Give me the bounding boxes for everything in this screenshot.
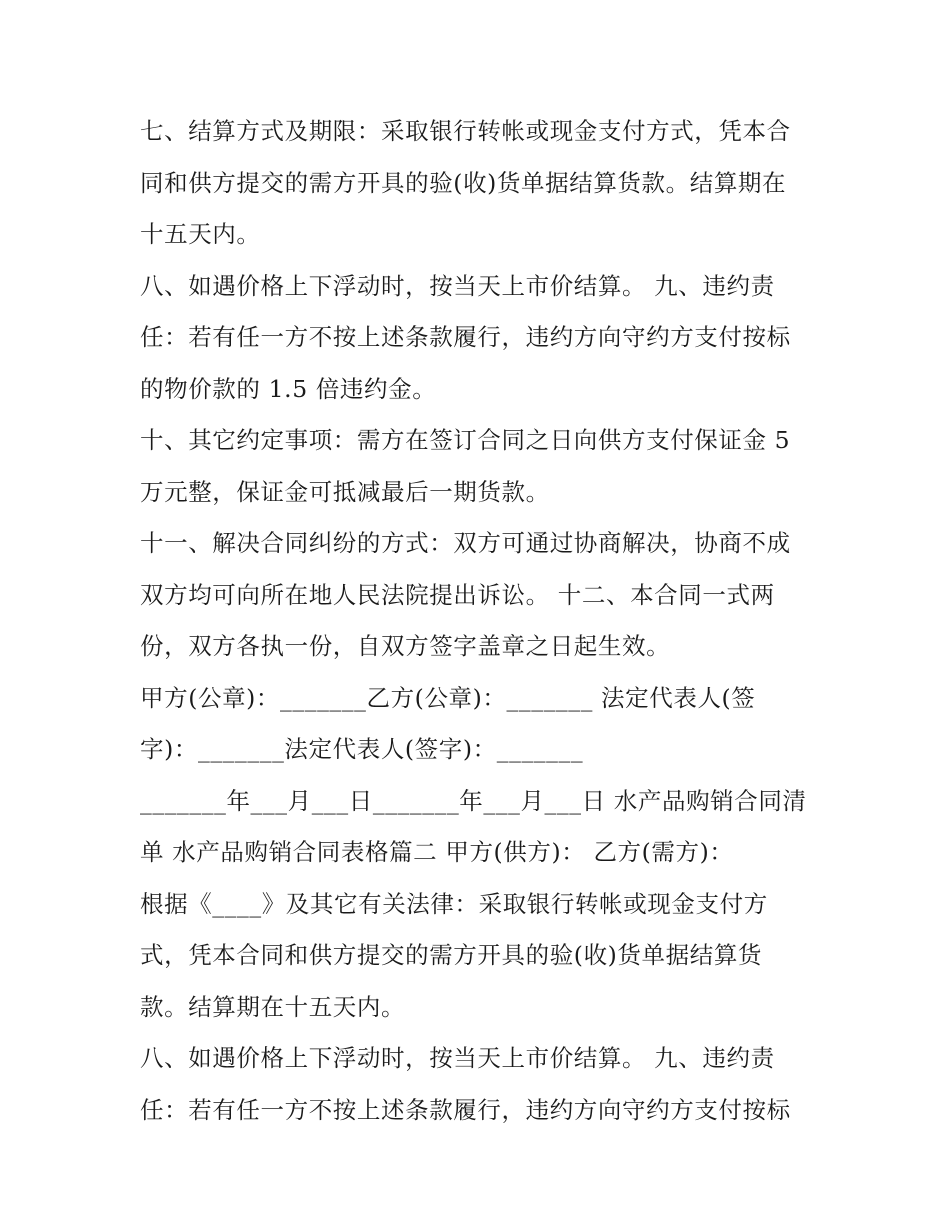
text-line: 式，凭本合同和供方提交的需方开具的验(收)货单据结算货 [140, 941, 763, 969]
text-line: 八、如遇价格上下浮动时，按当天上市价结算。 九、违约责 [140, 1044, 775, 1072]
text-line: 七、结算方式及期限：采取银行转帐或现金支付方式，凭本合 [140, 117, 791, 145]
text-line: 单 水产品购销合同表格篇二 甲方(供方)： 乙方(需方)： [140, 838, 734, 866]
text-line: 十五天内。 [140, 220, 261, 248]
text-line: 双方均可向所在地人民法院提出诉讼。 十二、本合同一式两 [140, 580, 775, 609]
signature-line: 字)：_______法定代表人(签字)：_______ [140, 735, 584, 763]
text-line: 万元整，保证金可抵减最后一期货款。 [140, 477, 550, 506]
text-line: 十、其它约定事项：需方在签订合同之日向供方支付保证金 5 [140, 426, 791, 454]
text-line: 根据《____》及其它有关法律：采取银行转帐或现金支付方 [140, 889, 768, 918]
text-line: 份，双方各执一份，自双方签字盖章之日起生效。 [140, 632, 671, 660]
text-line: 八、如遇价格上下浮动时，按当天上市价结算。 九、违约责 [140, 271, 775, 300]
text-line: 款。结算期在十五天内。 [140, 992, 406, 1021]
text-line: 同和供方提交的需方开具的验(收)货单据结算货款。结算期在 [140, 168, 787, 197]
document-body [140, 106, 820, 1136]
text-line: 十一、解决合同纠纷的方式：双方可通过协商解决，协商不成 [140, 529, 791, 557]
text-line: 任：若有任一方不按上述条款履行，违约方向守约方支付按标 [140, 323, 791, 351]
text-line: 任：若有任一方不按上述条款履行，违约方向守约方支付按标 [140, 1095, 791, 1124]
date-line: _______年___月___日_______年___月___日 水产品购销合同清 [140, 786, 807, 815]
text-line: 的物价款的 1.5 倍违约金。 [140, 374, 437, 403]
signature-line: 甲方(公章)：_______乙方(公章)：_______ 法定代表人(签 [140, 683, 756, 712]
